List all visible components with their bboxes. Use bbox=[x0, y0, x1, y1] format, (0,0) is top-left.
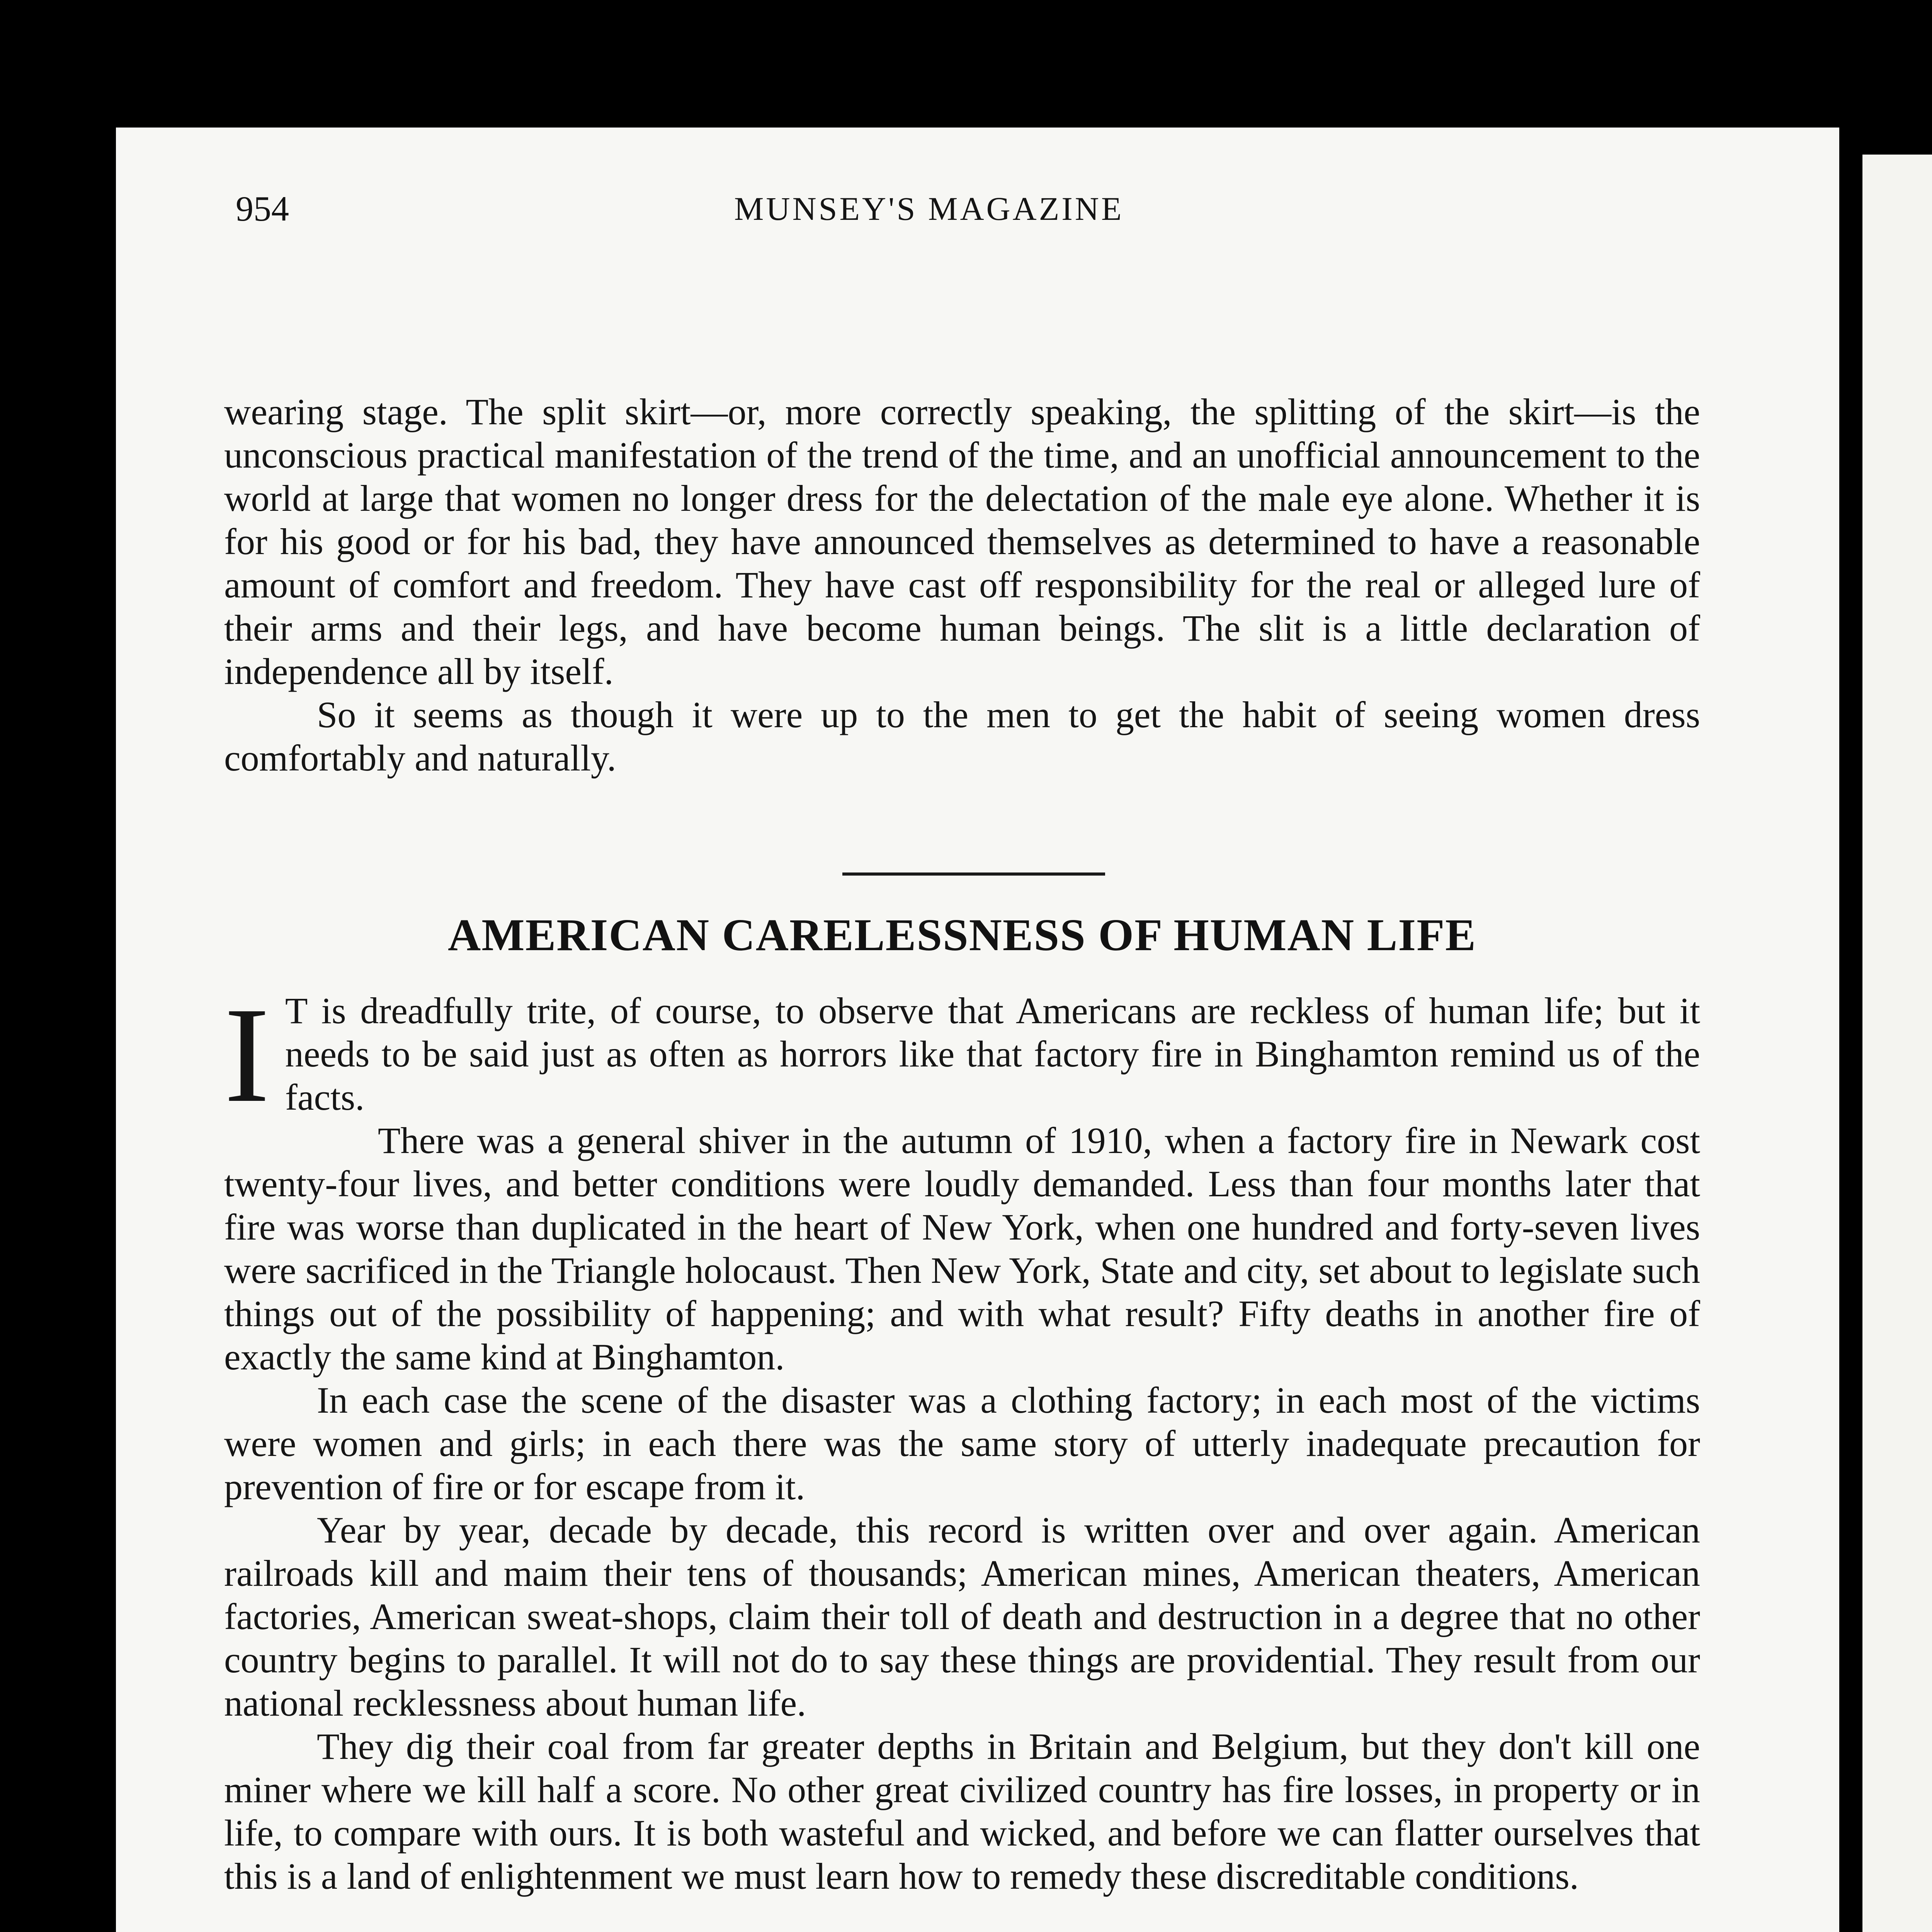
article-carelessness bbox=[224, 979, 1700, 1898]
section-divider bbox=[842, 872, 1105, 876]
intro-paragraph-2: So it seems as though it were up to the men to get the habit of seeing women dress comfortably and naturally. bbox=[224, 694, 1700, 779]
page-gutter bbox=[1839, 147, 1862, 1932]
intro-paragraph-1: wearing stage. The split skirt—or, more correctly speaking, the splitting of the skirt—is the unconscious practical manifestation of the trend of the time, and an unofficial announcement to the world at large that women no longer dress for the delectation of the male eye alone. Whether it is for his good or for his bad, they have announced themselves as determined to have a reasonable amount of comfort and freedom. They have cast off responsibility for the real or alleged lure of their arms and their legs, and have become human beings. The slit is a little declaration of independence all by itself. bbox=[224, 391, 1700, 692]
section-title-carelessness: AMERICAN CARELESSNESS OF HUMAN LIFE bbox=[448, 910, 1476, 960]
article-paragraph: There was a general shiver in the autumn of 1910, when a factory fire in Newark cost twenty-four lives, and better conditions were loudly demanded. Less than four months later that fire was worse than duplicated in the heart of New York, when one hundred and forty-seven lives were sacrificed in the Triangle holocaust. Then New York, State and city, set about to legislate such things out of the possibility of happening; and with what result? Fifty deaths in another fire of exactly the same kind at Binghamton. bbox=[224, 1120, 1700, 1378]
running-head bbox=[116, 178, 1839, 240]
intro-text bbox=[224, 390, 1700, 780]
lead-text: T is dreadfully trite, of course, to observe that Americans are reckless of human life; but it needs to be said just as often as horrors like that factory fire in Binghamton remind us of the facts. bbox=[285, 990, 1700, 1118]
article-paragraph: Year by year, decade by decade, this record is written over and over again. American railroads kill and maim their tens of thousands; American mines, American theaters, American factories, American sweat-shops, claim their toll of death and destruction in a degree that no other country begins to parallel. It will not do to say these things are providential. They result from our national recklessness about human life. bbox=[224, 1509, 1700, 1724]
drop-cap: I bbox=[224, 979, 270, 1131]
facing-page-edge bbox=[1862, 155, 1932, 1932]
lead-paragraph bbox=[224, 979, 1700, 1131]
article-paragraph: They dig their coal from far greater depths in Britain and Belgium, but they don't kill one miner where we kill half a score. No other great civilized country has fire losses, in property or in life, to compare with ours. It is both wasteful and wicked, and before we can flatter ourselves that this is a land of enlightenment we must learn how to remedy these discreditable conditions. bbox=[224, 1726, 1700, 1897]
magazine-title: MUNSEY'S MAGAZINE bbox=[734, 190, 1124, 227]
page-number: 954 bbox=[236, 189, 289, 228]
article-paragraph: In each case the scene of the disaster was a clothing factory; in each most of the victims were women and girls; in each there was the same story of utterly inadequate precaution for prevention of fire or for escape from it. bbox=[224, 1379, 1700, 1507]
